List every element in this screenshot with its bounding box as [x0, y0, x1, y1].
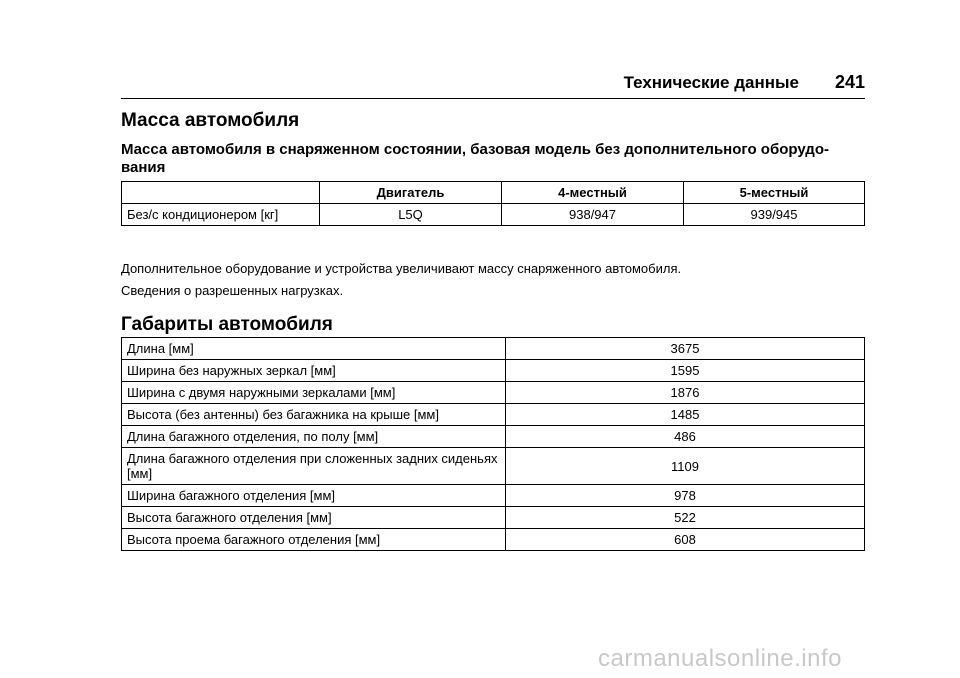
dimension-value: 3675 — [506, 338, 865, 360]
dimension-value: 1876 — [506, 382, 865, 404]
table-row — [122, 507, 865, 529]
mass-table-header — [122, 182, 865, 204]
table-row — [122, 448, 865, 485]
dimension-label: Высота проема багажного отделения [мм] — [122, 529, 506, 551]
table-cell: Без/с кондиционером [кг] — [122, 204, 320, 226]
mass-col-header: 4-местный — [502, 182, 684, 204]
mass-section-title: Масса автомобиля — [121, 110, 300, 131]
mass-col-header: Двигатель — [320, 182, 502, 204]
table-row — [122, 360, 865, 382]
load-note: Сведения о разрешенных нагрузках. — [121, 283, 344, 298]
dimension-label: Длина багажного отделения, по полу [мм] — [122, 426, 506, 448]
dimension-label: Высота багажного отделения [мм] — [122, 507, 506, 529]
dimension-label: Ширина без наружных зеркал [мм] — [122, 360, 506, 382]
dimension-value: 1595 — [506, 360, 865, 382]
dimension-label: Ширина с двумя наружными зеркалами [мм] — [122, 382, 506, 404]
table-row — [122, 426, 865, 448]
dimension-label: Длина багажного отделения при сложенных задних сиденьях [мм] — [122, 448, 506, 485]
dimension-value: 608 — [506, 529, 865, 551]
mass-table — [121, 181, 865, 226]
mass-lead-text: Масса автомобиля в снаряженном состоянии, базовая модель без дополнительного оборудо-вания — [121, 141, 829, 176]
dimension-label: Ширина багажного отделения [мм] — [122, 485, 506, 507]
dimension-value: 978 — [506, 485, 865, 507]
table-cell: 938/947 — [502, 204, 684, 226]
table-row — [122, 404, 865, 426]
table-row — [122, 338, 865, 360]
mass-col-header — [122, 182, 320, 204]
dimension-value: 522 — [506, 507, 865, 529]
dimension-value: 1109 — [506, 448, 865, 485]
running-header — [121, 72, 865, 99]
header-title: Технические данные — [623, 73, 799, 92]
dimension-value: 486 — [506, 426, 865, 448]
dimensions-section-title: Габариты автомобиля — [121, 314, 333, 335]
equipment-note: Дополнительное оборудование и устройства увеличивают массу снаряженного автомобиля. — [121, 261, 682, 276]
table-cell: 939/945 — [684, 204, 865, 226]
table-cell: L5Q — [320, 204, 502, 226]
dimension-label: Длина [мм] — [122, 338, 506, 360]
watermark: carmanualsonline.info — [598, 645, 842, 672]
table-row — [122, 529, 865, 551]
page-number: 241 — [834, 72, 865, 92]
dimensions-table — [121, 337, 865, 551]
dimension-value: 1485 — [506, 404, 865, 426]
table-row — [122, 204, 865, 226]
dimension-label: Высота (без антенны) без багажника на крыше [мм] — [122, 404, 506, 426]
table-row — [122, 485, 865, 507]
mass-col-header: 5-местный — [684, 182, 865, 204]
table-row — [122, 382, 865, 404]
